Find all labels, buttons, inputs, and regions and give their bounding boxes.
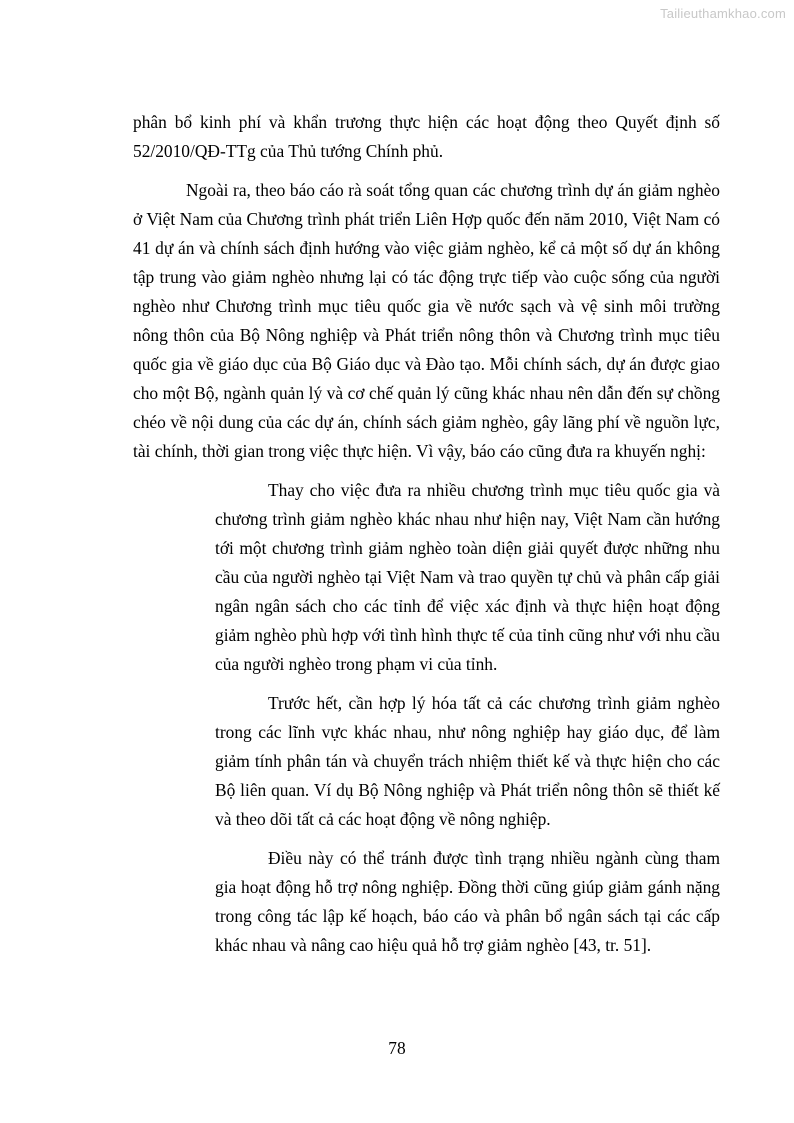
quote-paragraph-1: Thay cho việc đưa ra nhiều chương trình mục tiêu quốc gia và chương trình giảm nghèo khác nhau như hiện nay, Việt Nam cần hướng tới một chương trình giảm nghèo toàn diện giải quyết được những nhu cầu của người nghèo tại Việt Nam và trao quyền tự chủ và phân cấp giải ngân ngân sách cho các tỉnh để việc xác định và thực hiện hoạt động giảm nghèo phù hợp với tình hình thực tế của tỉnh cũng như với nhu cầu của người nghèo trong phạm vi của tỉnh. — [215, 480, 720, 674]
paragraph-continuation: phân bổ kinh phí và khẩn trương thực hiện các hoạt động theo Quyết định số 52/2010/QĐ-TTg của Thủ tướng Chính phủ. — [133, 112, 720, 161]
document-body — [133, 108, 720, 970]
paragraph-report-summary: Ngoài ra, theo báo cáo rà soát tổng quan các chương trình dự án giảm nghèo ở Việt Nam của Chương trình phát triển Liên Hợp quốc đến năm 2010, Việt Nam có 41 dự án và chính sách định hướng vào việc giảm nghèo, kể cả một số dự án không tập trung vào giảm nghèo nhưng lại có tác động trực tiếp vào cuộc sống của người nghèo như Chương trình mục tiêu quốc gia về nước sạch và vệ sinh môi trường nông thôn của Bộ Nông nghiệp và Phát triển nông thôn và Chương trình mục tiêu quốc gia về giáo dục của Bộ Giáo dục và Đào tạo. Mỗi chính sách, dự án được giao cho một Bộ, ngành quản lý và cơ chế quản lý cũng khác nhau nên dẫn đến sự chồng chéo về nội dung của các dự án, chính sách giảm nghèo, gây lãng phí về nguồn lực, tài chính, thời gian trong việc thực hiện. Vì vậy, báo cáo cũng đưa ra khuyến nghị: — [133, 180, 720, 461]
quote-paragraph-3: Điều này có thể tránh được tình trạng nhiều ngành cùng tham gia hoạt động hỗ trợ nông nghiệp. Đồng thời cũng giúp giảm gánh nặng trong công tác lập kế hoạch, báo cáo và phân bổ ngân sách tại các cấp khác nhau và nâng cao hiệu quả hỗ trợ giảm nghèo [43, tr. 51]. — [215, 848, 720, 955]
page-number: 78 — [388, 1038, 406, 1058]
quote-paragraph-2: Trước hết, cần hợp lý hóa tất cả các chương trình giảm nghèo trong các lĩnh vực khác nhau, như nông nghiệp hay giáo dục, để làm giảm tính phân tán và chuyển trách nhiệm thiết kế và thực hiện cho các Bộ liên quan. Ví dụ Bộ Nông nghiệp và Phát triển nông thôn sẽ thiết kế và theo dõi tất cả các hoạt động về nông nghiệp. — [215, 693, 720, 829]
watermark-text: Tailieuthamkhao.com — [660, 6, 786, 21]
